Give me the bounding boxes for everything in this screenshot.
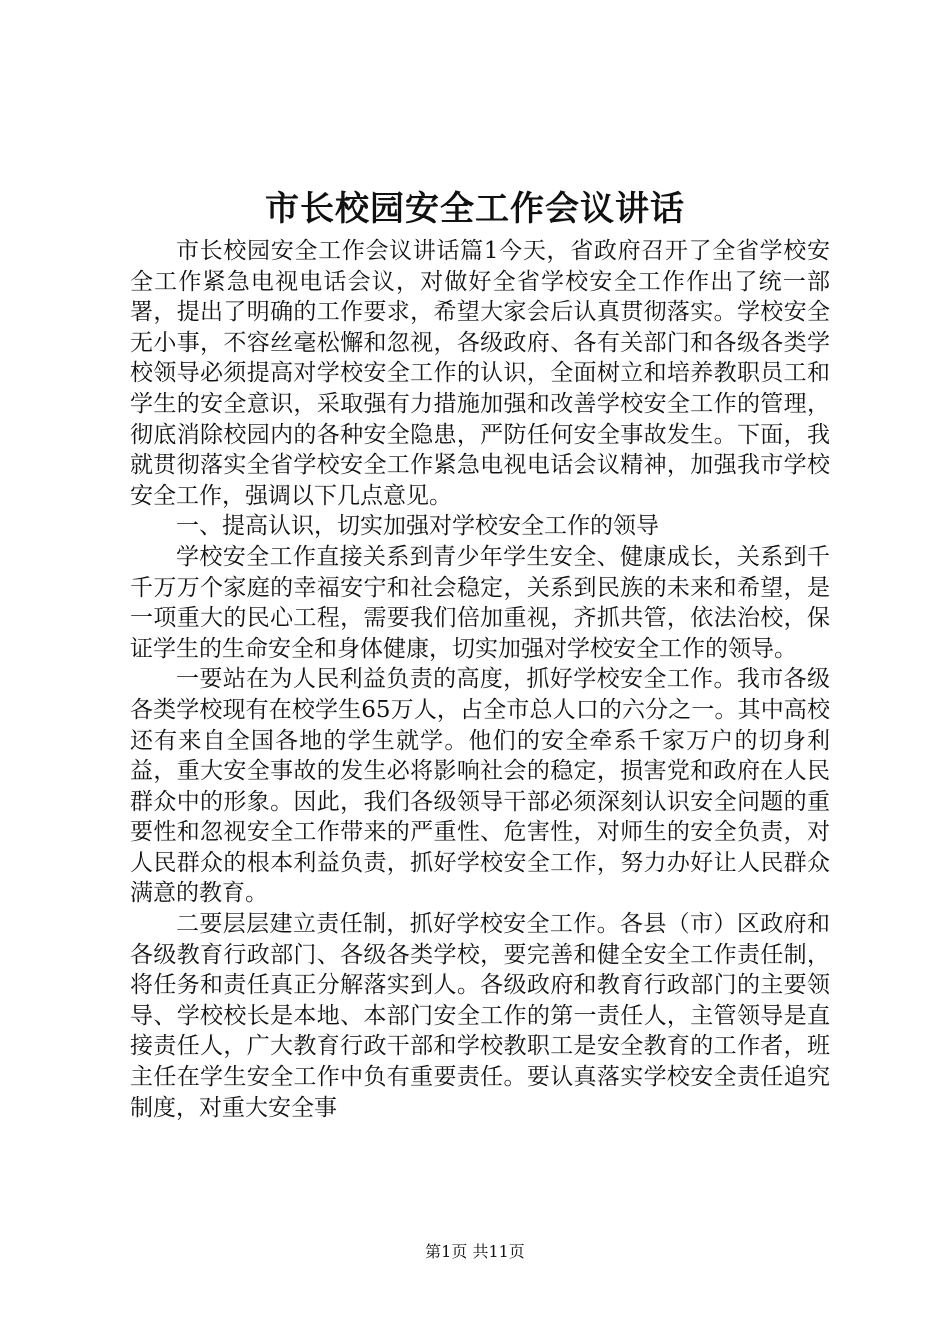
paragraph-point-1: 一要站在为人民利益负责的高度，抓好学校安全工作。我市各级各类学校现有在校学生65万人，占全市总人口的六分之一。其中高校还有来自全国各地的学生就学。他们的安全牵系千家万户的切身利益，重大安全事故的发生必将影响社会的稳定，损害党和政府在人民群众中的形象。因此，我们各级领导干部必须深刻认识安全问题的重要性和忽视安全工作带来的严重性、危害性，对师生的安全负责，对人民群众的根本利益负责，抓好学校安全工作，努力办好让人民群众满意的教育。	[130, 666, 830, 907]
paragraph-section-1: 学校安全工作直接关系到青少年学生安全、健康成长，关系到千千万万个家庭的幸福安宁和社会稳定，关系到民族的未来和希望，是一项重大的民心工程，需要我们倍加重视，齐抓共管，依法治校，保证学生的生命安全和身体健康，切实加强对学校安全工作的领导。	[130, 543, 830, 662]
document-title: 市长校园安全工作会议讲话	[265, 189, 685, 229]
paragraph-point-2: 二要层层建立责任制，抓好学校安全工作。各县（市）区政府和各级教育行政部门、各级各类学校，要完善和健全安全工作责任制，将任务和责任真正分解落实到人。各级政府和教育行政部门的主要领导、学校校长是本地、本部门安全工作的第一责任人，主管领导是直接责任人，广大教育行政干部和学校教职工是安全教育的工作者，班主任在学生安全工作中负有重要责任。要认真落实学校安全责任追究制度，对重大安全事	[130, 911, 830, 1121]
document-body	[130, 236, 830, 1123]
page-footer: 第1页 共11页	[425, 1242, 525, 1261]
section-heading-1: 一、提高认识，切实加强对学校安全工作的领导	[176, 513, 659, 540]
paragraph-intro: 市长校园安全工作会议讲话篇1今天，省政府召开了全省学校安全工作紧急电视电话会议，对做好全省学校安全工作作出了统一部署，提出了明确的工作要求，希望大家会后认真贯彻落实。学校安全无小事，不容丝毫松懈和忽视，各级政府、各有关部门和各级各类学校领导必须提高对学校安全工作的认识，全面树立和培养教职员工和学生的安全意识，采取强有力措施加强和改善学校安全工作的管理，彻底消除校园内的各种安全隐患，严防任何安全事故发生。下面，我就贯彻落实全省学校安全工作紧急电视电话会议精神，加强我市学校安全工作，强调以下几点意见。	[130, 238, 830, 509]
